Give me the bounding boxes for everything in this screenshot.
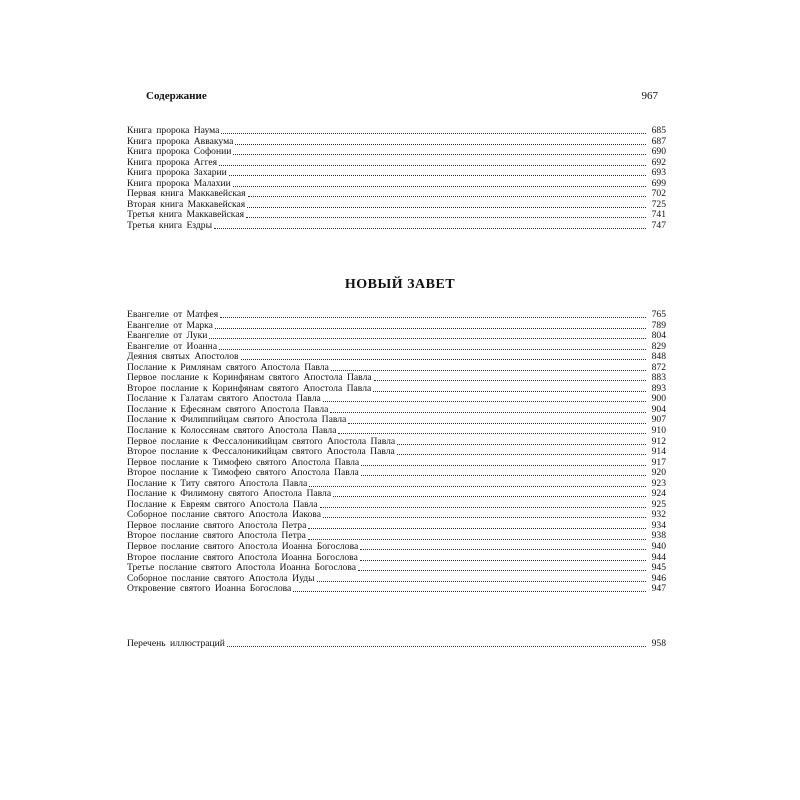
- toc-entry-title: Послание к Филиппийцам святого Апостола Павла: [127, 414, 347, 426]
- toc-entry-page: 872: [648, 363, 666, 374]
- toc-entry-title: Евангелие от Луки: [127, 330, 208, 342]
- toc-entry-title: Второе послание святого Апостола Иоанна Богослова: [127, 551, 358, 563]
- toc-entry-page: 747: [648, 221, 666, 232]
- toc-dot-leader: [317, 574, 646, 582]
- toc-entry-page: 924: [648, 489, 666, 500]
- toc-dot-leader: [209, 331, 646, 339]
- toc-entry-title: Послание к Римлянам святого Апостола Павла: [127, 361, 329, 373]
- toc-dot-leader: [348, 415, 646, 423]
- toc-entry-title: Евангелие от Иоанна: [127, 340, 218, 352]
- toc-entry-title: Второе послание к Фессалоникийцам святого Апостола Павла: [127, 446, 395, 458]
- toc-entry-page: 907: [648, 415, 666, 426]
- toc-dot-leader: [233, 147, 646, 155]
- toc-dot-leader: [214, 221, 646, 229]
- toc-entry: [127, 221, 666, 232]
- toc-dot-leader: [360, 553, 646, 561]
- toc-entry-title: Книга пророка Аггея: [127, 156, 218, 168]
- toc-entry-page: 725: [648, 200, 666, 211]
- toc-entry-page: 765: [648, 310, 666, 321]
- toc-entry-title: Первое послание святого Апостола Петра: [127, 519, 307, 531]
- toc-entry-title: Евангелие от Матфея: [127, 309, 219, 320]
- toc-entry-title: Послание к Ефесянам святого Апостола Павла: [127, 403, 329, 415]
- toc-dot-leader: [227, 639, 646, 647]
- toc-entry-title: Первое послание святого Апостола Иоанна Богослова: [127, 541, 359, 553]
- page-number: 967: [641, 90, 658, 102]
- toc-entry-title: Книга пророка Малахии: [127, 177, 231, 189]
- toc-dot-leader: [320, 500, 646, 508]
- toc-entry-title: Первое послание к Фессалоникийцам святого Апостола Павла: [127, 435, 396, 447]
- toc-entry-title: Послание к Колоссянам святого Апостола Павла: [127, 425, 337, 437]
- toc-entry-page: 940: [648, 542, 666, 553]
- toc-dot-leader: [361, 468, 646, 476]
- toc-entry-title: Книга пророка Софонии: [127, 146, 232, 158]
- toc-entry: [127, 639, 666, 650]
- toc-entry-title: Откровение святого Иоанна Богослова: [127, 583, 292, 595]
- toc-entry-title: Перечень иллюстраций: [127, 638, 225, 649]
- toc-entry-title: Книга пророка Аввакума: [127, 135, 234, 147]
- toc-entry: [127, 126, 666, 137]
- toc-entry-page: 685: [648, 126, 666, 137]
- toc-dot-leader: [373, 384, 646, 392]
- toc-entry-page: 912: [648, 437, 666, 448]
- toc-entry-page: 938: [648, 531, 666, 542]
- toc-dot-leader: [397, 437, 646, 445]
- toc-entry-title: Послание к Филимону святого Апостола Павла: [127, 488, 332, 500]
- toc-entry: [127, 542, 666, 553]
- toc-entry-page: 917: [648, 458, 666, 469]
- toc-entry-page: 947: [648, 584, 666, 595]
- toc-entry-page: 741: [648, 210, 666, 221]
- toc-entry-page: 910: [648, 426, 666, 437]
- toc-entry-title: Послание к Титу святого Апостола Павла: [127, 477, 308, 489]
- toc-dot-leader: [333, 489, 646, 497]
- toc-dot-leader: [308, 531, 646, 539]
- toc-dot-leader: [330, 405, 646, 413]
- toc-dot-leader: [323, 394, 646, 402]
- toc-entry-title: Первое послание к Коринфянам святого Апостола Павла: [127, 372, 372, 384]
- toc-dot-leader: [233, 179, 646, 187]
- toc-dot-leader: [247, 200, 646, 208]
- toc-entry-page: 914: [648, 447, 666, 458]
- toc-entry-page: 925: [648, 500, 666, 511]
- toc-entry-page: 690: [648, 147, 666, 158]
- toc-entry-title: Третье послание святого Апостола Иоанна Богослова: [127, 562, 356, 574]
- toc-entry-page: 829: [648, 342, 666, 353]
- toc-entry-page: 789: [648, 321, 666, 332]
- toc-entry-page: 932: [648, 510, 666, 521]
- toc-entry-page: 958: [648, 639, 666, 650]
- toc-dot-leader: [293, 584, 646, 592]
- toc-entry-page: 900: [648, 394, 666, 405]
- toc-entry-page: 804: [648, 331, 666, 342]
- toc-entry-title: Первое послание к Тимофею святого Апостола Павла: [127, 456, 360, 468]
- toc-entry-page: 923: [648, 479, 666, 490]
- toc-entry-title: Послание к Евреям святого Апостола Павла: [127, 498, 318, 510]
- toc-dot-leader: [235, 137, 646, 145]
- toc-dot-leader: [338, 426, 646, 434]
- toc-entry-title: Третья книга Ездры: [127, 219, 213, 231]
- toc-entry-title: Вторая книга Маккавейская: [127, 198, 246, 210]
- toc-entry-page: 848: [648, 352, 666, 363]
- toc-entry-title: Соборное послание святого Апостола Иуды: [127, 572, 315, 584]
- toc-entry-title: Первая книга Маккавейская: [127, 188, 246, 200]
- running-header: [146, 90, 658, 106]
- toc-entry-title: Соборное послание святого Апостола Иакова: [127, 509, 321, 521]
- toc-entry: [127, 321, 666, 332]
- toc-entry-page: 904: [648, 405, 666, 416]
- toc-entry-title: Деяния святых Апостолов: [127, 351, 239, 363]
- toc-dot-leader: [241, 352, 646, 360]
- toc-dot-leader: [229, 168, 646, 176]
- toc-entry-page: 692: [648, 158, 666, 169]
- toc-entry-title: Послание к Галатам святого Апостола Павла: [127, 393, 321, 405]
- toc-entry-page: 702: [648, 189, 666, 200]
- toc-dot-leader: [360, 542, 646, 550]
- toc-entry: [127, 310, 666, 321]
- toc-dot-leader: [219, 342, 646, 350]
- toc-entry-title: Книга пророка Наума: [127, 125, 220, 136]
- toc-entry-title: Второе послание к Тимофею святого Апостола Павла: [127, 467, 359, 479]
- toc-entry-title: Евангелие от Марка: [127, 319, 213, 331]
- toc-entry-title: Второе послание к Коринфянам святого Апостола Павла: [127, 382, 372, 394]
- toc-dot-leader: [215, 321, 646, 329]
- toc-dot-leader: [246, 210, 646, 218]
- toc-entry-page: 946: [648, 574, 666, 585]
- toc-dot-leader: [219, 158, 646, 166]
- toc-entry-title: Второе послание святого Апостола Петра: [127, 530, 306, 542]
- toc-entry-page: 945: [648, 563, 666, 574]
- toc-dot-leader: [323, 510, 646, 518]
- toc-dot-leader: [361, 458, 646, 466]
- toc-dot-leader: [308, 521, 646, 529]
- toc-dot-leader: [220, 310, 646, 318]
- toc-new-testament-list: [127, 310, 666, 595]
- toc-dot-leader: [309, 479, 646, 487]
- toc-dot-leader: [397, 447, 646, 455]
- toc-dot-leader: [374, 373, 646, 381]
- toc-entry-page: 699: [648, 179, 666, 190]
- new-testament-heading: НОВЫЙ ЗАВЕТ: [344, 277, 456, 292]
- toc-entry-title: Третья книга Маккавейская: [127, 209, 244, 221]
- toc-old-testament-list: [127, 126, 666, 231]
- toc-entry-page: 687: [648, 137, 666, 148]
- toc-dot-leader: [248, 189, 646, 197]
- toc-dot-leader: [221, 126, 646, 134]
- toc-entry-page: 693: [648, 168, 666, 179]
- toc-entry-page: 920: [648, 468, 666, 479]
- toc-entry-title: Книга пророка Захарии: [127, 167, 227, 179]
- toc-entry-page: 944: [648, 553, 666, 564]
- toc-dot-leader: [331, 363, 646, 371]
- running-header-title: Содержание: [146, 90, 207, 102]
- toc-entry-page: 893: [648, 384, 666, 395]
- toc-entry-page: 883: [648, 373, 666, 384]
- toc-appendix-list: [127, 639, 666, 650]
- toc-entry: [127, 426, 666, 437]
- toc-dot-leader: [358, 563, 646, 571]
- toc-entry: [127, 584, 666, 595]
- toc-entry-page: 934: [648, 521, 666, 532]
